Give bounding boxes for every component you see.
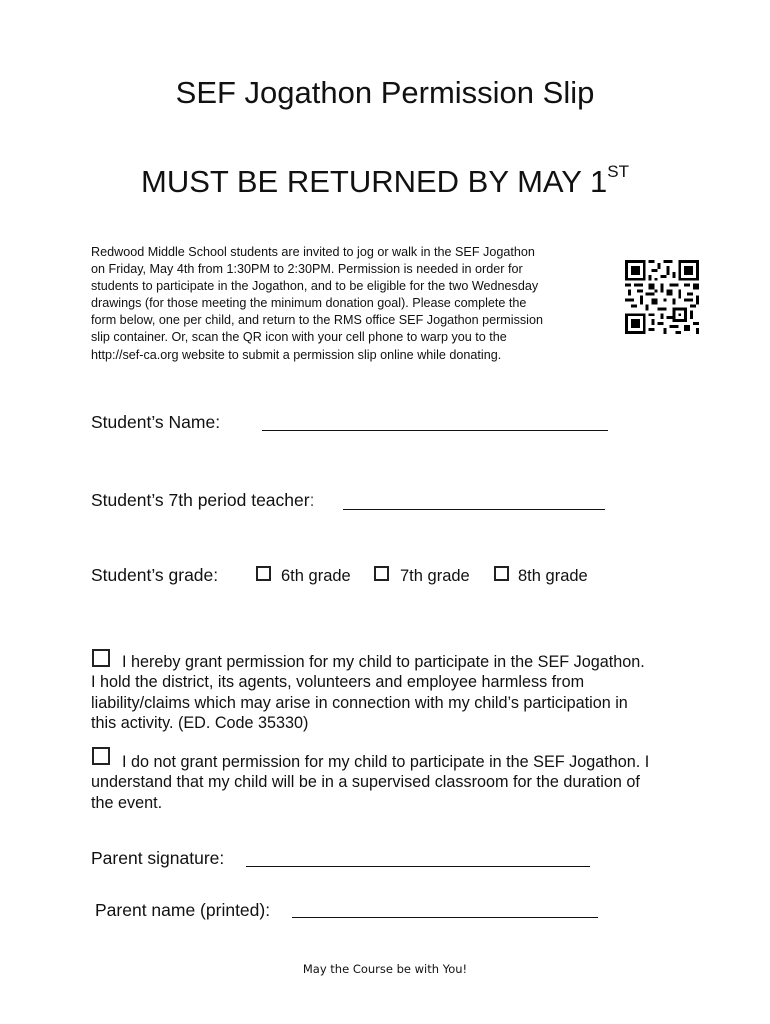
grade-7-checkbox[interactable] [374,566,389,581]
grade-8-checkbox[interactable] [494,566,509,581]
teacher-label [91,489,314,511]
teacher-label-colon: : [309,490,315,510]
intro-line: on Friday, May 4th from 1:30PM to 2:30PM. Permission is needed in order for [91,262,523,277]
parent-signature-label: Parent signature: [91,848,225,868]
intro-line: form below, one per child, and return to the RMS office SEF Jogathon permission [91,313,543,328]
qr-code-icon[interactable] [625,260,699,334]
grant-line: this activity. (ED. Code 35330) [91,713,309,732]
parent-name-label: Parent name (printed): [95,900,271,920]
grade-label: Student’s grade: [91,565,219,585]
teacher-label-text: Student’s 7th period teacher [91,490,310,510]
grant-line: I hold the district, its agents, volunteers and employee harmless from [91,673,585,692]
deny-permission-text [91,752,649,813]
intro-line: slip container. Or, scan the QR icon with your cell phone to warp you to the [91,330,507,345]
grade-8-label: 8th grade [518,567,588,585]
deny-line: the event. [91,793,163,812]
teacher-field[interactable] [343,509,605,510]
parent-signature-field[interactable] [246,866,590,867]
intro-line: Redwood Middle School students are invited to jog or walk in the SEF Jogathon [91,245,535,259]
intro-paragraph [91,244,601,364]
deadline-heading [0,163,770,201]
page-title: SEF Jogathon Permission Slip [175,75,595,110]
deadline-suffix: ST [607,162,629,181]
grade-6-checkbox[interactable] [256,566,271,581]
grant-line: liability/claims which may arise in connection with my child’s participation in [91,693,628,712]
deny-line: I do not grant permission for my child to participate in the SEF Jogathon. I [122,753,650,771]
intro-line: students to participate in the Jogathon, and to be eligible for the two Wednesday [91,279,539,294]
intro-line: drawings (for those meeting the minimum donation goal). Please complete the [91,296,527,311]
deny-line: understand that my child will be in a supervised classroom for the duration of [91,773,640,792]
grade-6-label: 6th grade [281,567,351,585]
grant-line: I hereby grant permission for my child to participate in the SEF Jogathon. [122,653,645,671]
student-name-label: Student’s Name: [91,412,221,432]
deadline-text: MUST BE RETURNED BY MAY 1 [141,164,608,199]
student-name-field[interactable] [262,430,608,431]
footer-tagline: May the Course be with You! [302,962,468,976]
parent-name-field[interactable] [292,917,598,918]
intro-line: http://sef-ca.org website to submit a permission slip online while donating. [91,347,502,362]
grant-permission-text [91,652,645,733]
grade-7-label: 7th grade [400,567,470,585]
